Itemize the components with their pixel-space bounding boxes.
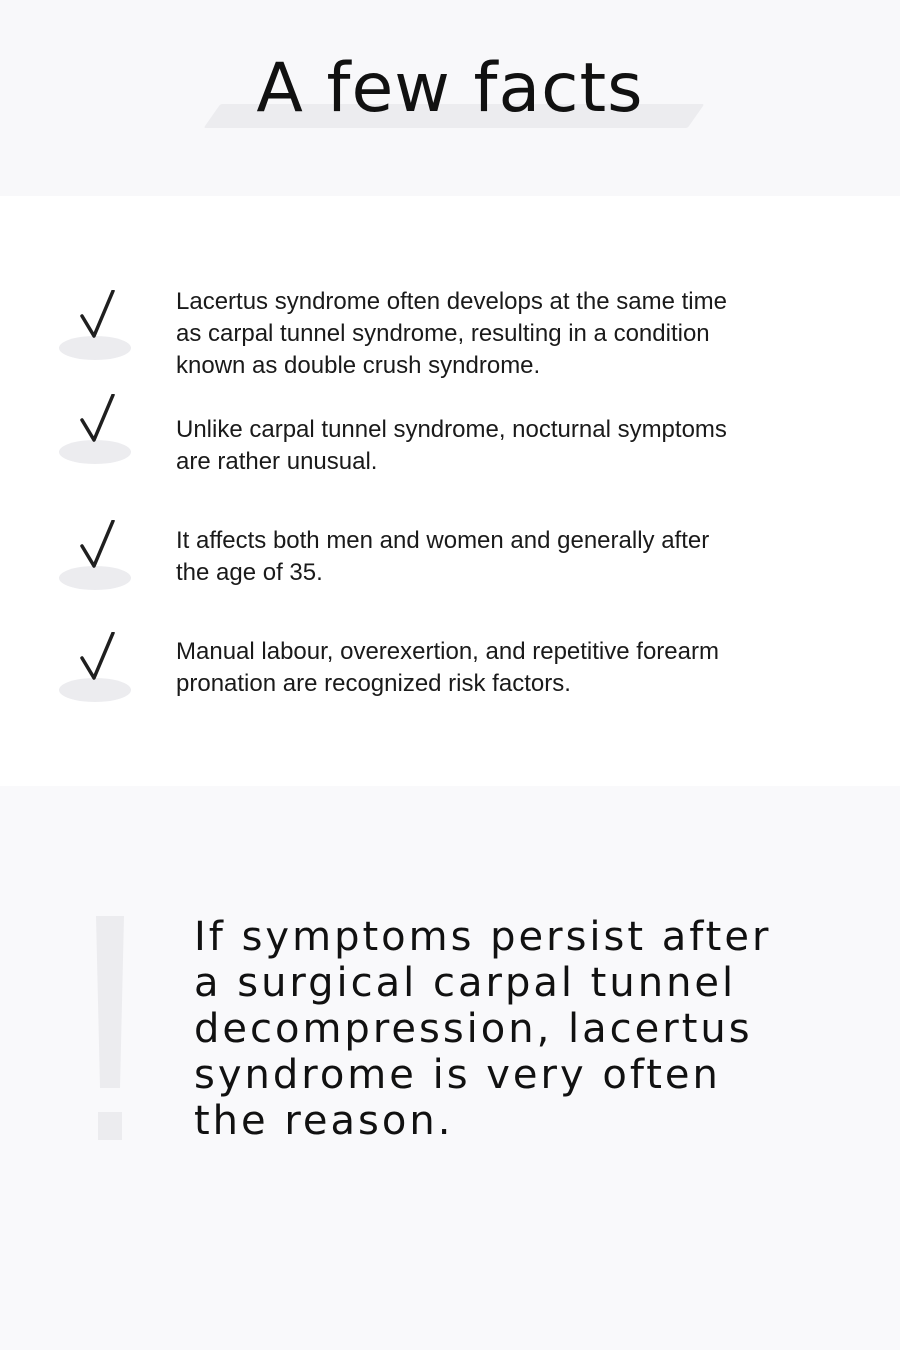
checkmark-icon (58, 290, 132, 360)
page-title: A few facts (256, 49, 644, 128)
fact-text: Unlike carpal tunnel syndrome, nocturnal symptoms are rather unusual. (176, 416, 727, 475)
checkmark-icon (58, 394, 132, 464)
checkmark-icon (58, 632, 132, 702)
fact-text: It affects both men and women and generally after the age of 35. (176, 527, 710, 586)
header-section (0, 0, 900, 196)
fact-text: Manual labour, overexertion, and repetitive forearm pronation are recognized risk factors. (176, 638, 719, 697)
facts-list (0, 196, 900, 786)
checkmark-icon (58, 520, 132, 590)
fact-text: Lacertus syndrome often develops at the same time as carpal tunnel syndrome, resulting in a condition known as double crush syndrome. (176, 288, 727, 379)
callout-section (0, 786, 900, 1350)
exclamation-icon (92, 916, 128, 1146)
callout-text: If symptoms persist after a surgical carpal tunnel decompression, lacertus syndrome is very often the reason. (194, 914, 772, 1144)
